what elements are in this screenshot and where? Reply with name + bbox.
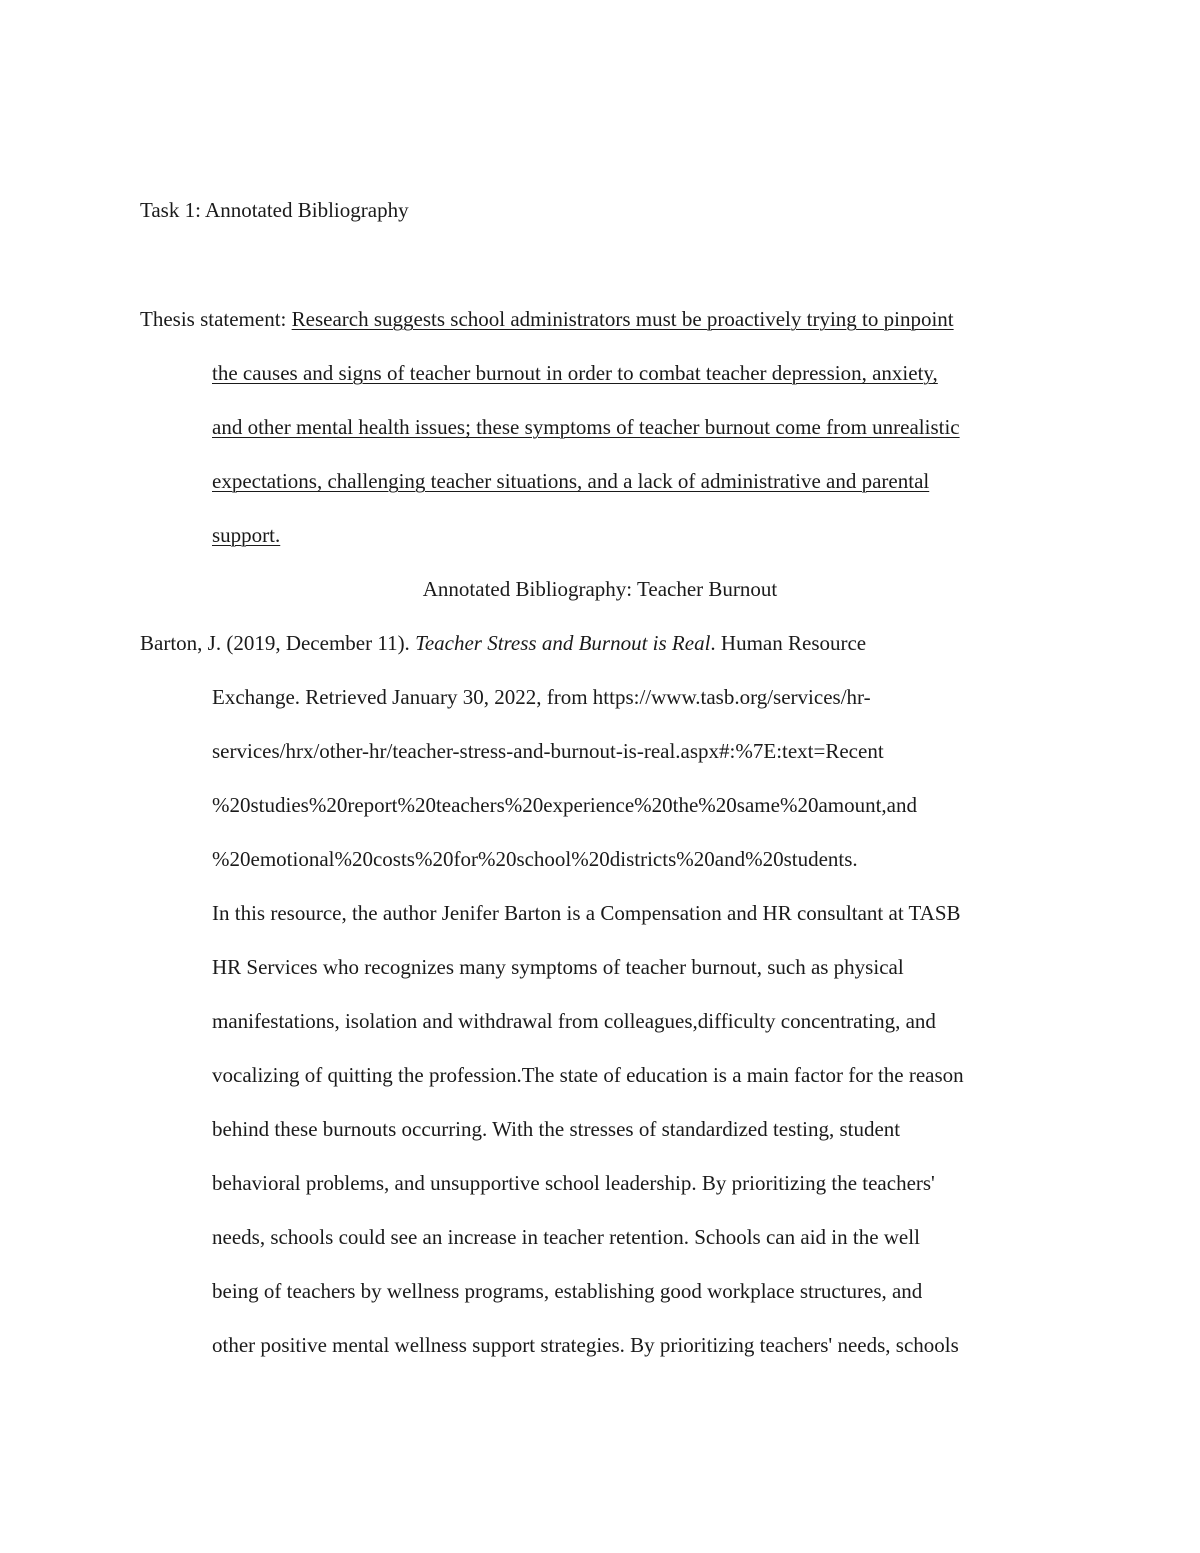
citation-author-date: Barton, J. (2019, December 11). [140,631,416,655]
task-heading: Task 1: Annotated Bibliography [140,198,409,222]
citation-first-line [140,629,866,657]
thesis-text-line: support. [212,523,281,547]
thesis-text-line: the causes and signs of teacher burnout in order to combat teacher depression, anxiety, [212,361,938,385]
annotation-line: needs, schools could see an increase in teacher retention. Schools can aid in the well [212,1225,920,1249]
thesis-text-line: expectations, challenging teacher situations, and a lack of administrative and parental [212,469,930,493]
annotation-line: manifestations, isolation and withdrawal from colleagues,difficulty concentrating, and [212,1009,936,1033]
annotation-line: vocalizing of quitting the profession.The state of education is a main factor for the reason [212,1063,964,1087]
annotation-line: behavioral problems, and unsupportive school leadership. By prioritizing the teachers' [212,1171,935,1195]
citation-publisher: . Human Resource [710,631,867,655]
bibliography-title: Annotated Bibliography: Teacher Burnout [422,577,778,601]
thesis-text-line: and other mental health issues; these symptoms of teacher burnout come from unrealistic [212,415,960,439]
annotation-line: HR Services who recognizes many symptoms of teacher burnout, such as physical [212,955,904,979]
thesis-label: Thesis statement: [140,307,292,331]
citation-line: Exchange. Retrieved January 30, 2022, from https://www.tasb.org/services/hr- [212,685,871,709]
thesis-first-line [140,305,954,333]
citation-line: services/hrx/other-hr/teacher-stress-and-burnout-is-real.aspx#:%7E:text=Recent [212,739,884,763]
citation-line: %20emotional%20costs%20for%20school%20districts%20and%20students. [212,847,858,871]
annotation-line: In this resource, the author Jenifer Barton is a Compensation and HR consultant at TASB [212,901,961,925]
annotation-line: behind these burnouts occurring. With the stresses of standardized testing, student [212,1117,901,1141]
citation-line: %20studies%20report%20teachers%20experience%20the%20same%20amount,and [212,793,918,817]
annotation-line: other positive mental wellness support strategies. By prioritizing teachers' needs, schools [212,1333,959,1357]
citation-title: Teacher Stress and Burnout is Real [415,631,711,655]
annotation-line: being of teachers by wellness programs, establishing good workplace structures, and [212,1279,923,1303]
thesis-text-line: Research suggests school administrators must be proactively trying to pinpoint [291,307,954,331]
